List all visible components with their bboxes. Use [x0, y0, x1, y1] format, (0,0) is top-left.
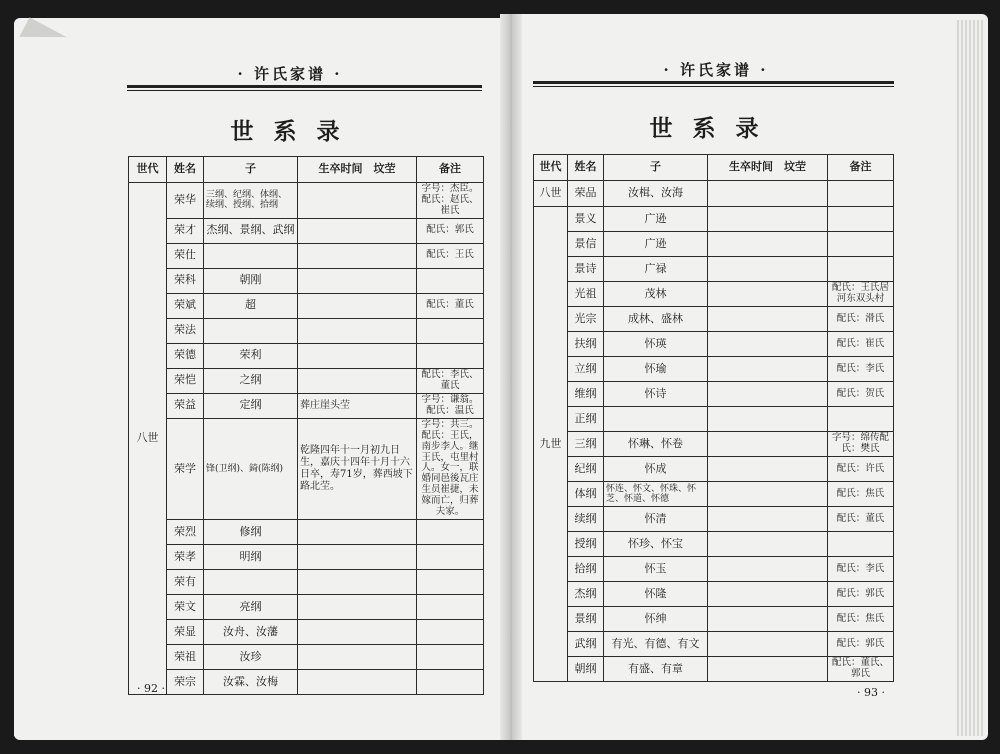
table-row — [534, 207, 894, 232]
name-cell: 荣有 — [167, 570, 204, 595]
notes-cell: 配氏：郭氏 — [417, 218, 484, 243]
right-head-rule — [533, 81, 894, 84]
name-cell: 荣祖 — [167, 645, 204, 670]
left-head-rule — [127, 85, 482, 88]
dates-cell — [708, 307, 828, 332]
sons-cell — [204, 318, 298, 343]
dates-cell — [708, 282, 828, 307]
dates-cell — [708, 582, 828, 607]
dates-cell — [708, 407, 828, 432]
notes-cell — [417, 343, 484, 368]
left-genealogy-table — [128, 156, 484, 695]
notes-cell: 配氏：滑氏 — [828, 307, 894, 332]
sons-cell: 有盛、有章 — [604, 657, 708, 682]
sons-cell: 亮纲 — [204, 595, 298, 620]
name-cell: 续纲 — [568, 507, 604, 532]
table-row — [129, 368, 484, 393]
dates-cell — [298, 343, 417, 368]
dates-cell — [708, 207, 828, 232]
name-cell: 荣德 — [167, 343, 204, 368]
generation-cell: 八世 — [534, 181, 568, 207]
notes-cell: 配氏：许氏 — [828, 457, 894, 482]
name-cell: 朝纲 — [568, 657, 604, 682]
sons-cell: 怀瑛 — [604, 332, 708, 357]
dates-cell — [298, 520, 417, 545]
table-row — [129, 318, 484, 343]
sons-cell: 广逊 — [604, 232, 708, 257]
dates-cell — [708, 181, 828, 207]
notes-cell: 配氏：王氏 — [417, 243, 484, 268]
dates-cell — [298, 620, 417, 645]
sons-cell — [204, 243, 298, 268]
name-cell: 荣文 — [167, 595, 204, 620]
sons-cell: 茂林 — [604, 282, 708, 307]
sons-cell — [604, 407, 708, 432]
table-row — [534, 382, 894, 407]
table-row — [129, 570, 484, 595]
notes-cell — [417, 570, 484, 595]
dates-cell — [708, 232, 828, 257]
notes-cell: 字号：绵传配氏：樊氏 — [828, 432, 894, 457]
sons-cell: 有光、有德、有文 — [604, 632, 708, 657]
table-row — [129, 393, 484, 418]
right-genealogy-table — [533, 154, 894, 682]
table-row — [129, 645, 484, 670]
sons-cell: 汝珍 — [204, 645, 298, 670]
header-sons: 子 — [204, 157, 298, 183]
name-cell: 武纲 — [568, 632, 604, 657]
dates-cell — [298, 218, 417, 243]
table-row — [534, 457, 894, 482]
table-row — [534, 507, 894, 532]
name-cell: 纪纲 — [568, 457, 604, 482]
header-notes: 备注 — [828, 155, 894, 181]
name-cell: 景诗 — [568, 257, 604, 282]
header-notes: 备注 — [417, 157, 484, 183]
left-page-number: · 92 · — [137, 682, 165, 695]
dates-cell: 葬庄崖头茔 — [298, 393, 417, 418]
name-cell: 维纲 — [568, 382, 604, 407]
right-section-title: 世系录 — [649, 115, 779, 142]
sons-cell: 怀绅 — [604, 607, 708, 632]
sons-cell: 定纲 — [204, 393, 298, 418]
table-row — [129, 520, 484, 545]
notes-cell: 配氏：李氏 — [828, 357, 894, 382]
dates-cell — [298, 670, 417, 695]
table-row — [534, 582, 894, 607]
name-cell: 荣孝 — [167, 545, 204, 570]
name-cell: 光宗 — [568, 307, 604, 332]
header-dates: 生卒时间 坟茔 — [708, 155, 828, 181]
table-row — [534, 632, 894, 657]
name-cell: 荣学 — [167, 418, 204, 519]
dates-cell — [708, 507, 828, 532]
sons-cell: 怀瑜 — [604, 357, 708, 382]
table-row — [129, 218, 484, 243]
header-name: 姓名 — [167, 157, 204, 183]
table-row — [534, 557, 894, 582]
name-cell: 荣益 — [167, 393, 204, 418]
table-row — [129, 620, 484, 645]
table-row — [534, 257, 894, 282]
table-row — [534, 657, 894, 682]
name-cell: 荣才 — [167, 218, 204, 243]
table-row — [129, 670, 484, 695]
dates-cell — [708, 532, 828, 557]
sons-cell: 杰纲、景纲、武纲 — [204, 218, 298, 243]
sons-cell: 朝刚 — [204, 268, 298, 293]
name-cell: 荣华 — [167, 183, 204, 219]
table-row — [534, 607, 894, 632]
notes-cell — [417, 620, 484, 645]
table-row — [129, 293, 484, 318]
table-row — [129, 243, 484, 268]
dates-cell — [708, 457, 828, 482]
table-row — [129, 183, 484, 219]
sons-cell: 汝霖、汝梅 — [204, 670, 298, 695]
notes-cell: 配氏：董氏 — [417, 293, 484, 318]
sons-cell: 怀清 — [604, 507, 708, 532]
notes-cell — [828, 257, 894, 282]
dates-cell — [298, 595, 417, 620]
name-cell: 景信 — [568, 232, 604, 257]
table-row — [534, 432, 894, 457]
table-row — [534, 332, 894, 357]
notes-cell: 字号：共三。配氏：王氏，南步李人。继王氏，屯里村人。女一，联婚同邑後瓦庄生员崔捷，未嫁而亡，归葬夫家。 — [417, 418, 484, 519]
dates-cell: 乾隆四年十一月初九日生，嘉庆十四年十月十六日卒，寿71岁，葬西坡下路北茔。 — [298, 418, 417, 519]
notes-cell: 配氏：郭氏 — [828, 632, 894, 657]
notes-cell — [417, 520, 484, 545]
table-row — [534, 307, 894, 332]
left-section-title: 世系录 — [230, 118, 360, 145]
notes-cell — [828, 407, 894, 432]
sons-cell: 怀琳、怀卷 — [604, 432, 708, 457]
notes-cell: 配氏：崔氏 — [828, 332, 894, 357]
notes-cell — [417, 318, 484, 343]
name-cell: 立纲 — [568, 357, 604, 382]
sons-cell: 三纲、纪纲、体纲、续纲、授纲、拾纲 — [204, 183, 298, 219]
name-cell: 荣烈 — [167, 520, 204, 545]
notes-cell: 字号：谦翁。配氏：温氏 — [417, 393, 484, 418]
dates-cell — [708, 432, 828, 457]
left-running-head: · 许氏家谱 · — [237, 65, 343, 83]
name-cell: 荣恺 — [167, 368, 204, 393]
notes-cell — [417, 595, 484, 620]
name-cell: 荣品 — [568, 181, 604, 207]
name-cell: 景纲 — [568, 607, 604, 632]
generation-cell: 九世 — [534, 207, 568, 682]
notes-cell: 配氏：董氏、郭氏 — [828, 657, 894, 682]
notes-cell: 配氏：李氏 — [828, 557, 894, 582]
name-cell: 荣显 — [167, 620, 204, 645]
notes-cell — [828, 232, 894, 257]
right-page-edges — [955, 20, 985, 736]
dates-cell — [298, 293, 417, 318]
left-head-rule-thin — [127, 90, 482, 91]
name-cell: 拾纲 — [568, 557, 604, 582]
table-row — [129, 418, 484, 519]
dates-cell — [708, 257, 828, 282]
sons-cell: 荣利 — [204, 343, 298, 368]
name-cell: 授纲 — [568, 532, 604, 557]
sons-cell: 怀连、怀文、怀珠、怀芝、怀道、怀德 — [604, 482, 708, 507]
dates-cell — [708, 607, 828, 632]
sons-cell: 汝舟、汝藩 — [204, 620, 298, 645]
name-cell: 光祖 — [568, 282, 604, 307]
right-running-head: · 许氏家谱 · — [663, 61, 769, 79]
sons-cell: 成林、盛林 — [604, 307, 708, 332]
table-row — [534, 407, 894, 432]
notes-cell: 配氏：王氏居河东双头村 — [828, 282, 894, 307]
notes-cell: 配氏：董氏 — [828, 507, 894, 532]
sons-cell: 广逊 — [604, 207, 708, 232]
header-name: 姓名 — [568, 155, 604, 181]
name-cell: 正纲 — [568, 407, 604, 432]
dates-cell — [298, 243, 417, 268]
header-dates: 生卒时间 坟茔 — [298, 157, 417, 183]
name-cell: 荣宗 — [167, 670, 204, 695]
notes-cell — [417, 268, 484, 293]
name-cell: 荣法 — [167, 318, 204, 343]
dates-cell — [708, 657, 828, 682]
header-generation: 世代 — [534, 155, 568, 181]
dates-cell — [298, 318, 417, 343]
name-cell: 荣科 — [167, 268, 204, 293]
dates-cell — [708, 557, 828, 582]
sons-cell: 修纲 — [204, 520, 298, 545]
header-sons: 子 — [604, 155, 708, 181]
dates-cell — [298, 545, 417, 570]
name-cell: 杰纲 — [568, 582, 604, 607]
name-cell: 景义 — [568, 207, 604, 232]
sons-cell: 怀隆 — [604, 582, 708, 607]
sons-cell: 怀珍、怀宝 — [604, 532, 708, 557]
dates-cell — [708, 632, 828, 657]
header-generation: 世代 — [129, 157, 167, 183]
name-cell: 荣仕 — [167, 243, 204, 268]
dates-cell — [708, 482, 828, 507]
sons-cell: 怀玉 — [604, 557, 708, 582]
table-row — [129, 343, 484, 368]
book-gutter — [500, 14, 522, 740]
notes-cell — [417, 670, 484, 695]
name-cell: 体纲 — [568, 482, 604, 507]
name-cell: 荣斌 — [167, 293, 204, 318]
header-row — [129, 157, 484, 183]
notes-cell — [828, 207, 894, 232]
notes-cell: 配氏：李氏、董氏 — [417, 368, 484, 393]
sons-cell: 怀诗 — [604, 382, 708, 407]
sons-cell: 广禄 — [604, 257, 708, 282]
notes-cell: 配氏：郭氏 — [828, 582, 894, 607]
generation-cell: 八世 — [129, 183, 167, 695]
sons-cell — [204, 570, 298, 595]
notes-cell — [828, 532, 894, 557]
name-cell: 三纲 — [568, 432, 604, 457]
notes-cell — [417, 545, 484, 570]
table-row — [129, 268, 484, 293]
table-row — [534, 482, 894, 507]
table-row — [534, 181, 894, 207]
sons-cell: 怀成 — [604, 457, 708, 482]
table-row — [534, 282, 894, 307]
dates-cell — [708, 332, 828, 357]
notes-cell: 配氏：焦氏 — [828, 607, 894, 632]
dates-cell — [298, 183, 417, 219]
notes-cell: 配氏：贺氏 — [828, 382, 894, 407]
dates-cell — [298, 368, 417, 393]
dates-cell — [708, 382, 828, 407]
table-row — [534, 532, 894, 557]
sons-cell: 超 — [204, 293, 298, 318]
header-row — [534, 155, 894, 181]
table-row — [129, 595, 484, 620]
notes-cell: 字号：杰臣。配氏：赵氏、崔氏 — [417, 183, 484, 219]
sons-cell: 汝楫、汝海 — [604, 181, 708, 207]
dates-cell — [708, 357, 828, 382]
notes-cell: 配氏：焦氏 — [828, 482, 894, 507]
notes-cell — [417, 645, 484, 670]
right-head-rule-thin — [533, 86, 894, 87]
table-row — [534, 357, 894, 382]
right-page-number: · 93 · — [857, 686, 885, 699]
dates-cell — [298, 570, 417, 595]
table-row — [129, 545, 484, 570]
table-row — [534, 232, 894, 257]
name-cell: 扶纲 — [568, 332, 604, 357]
sons-cell: 锋(卫纲)、錡(陈纲) — [204, 418, 298, 519]
sons-cell: 明纲 — [204, 545, 298, 570]
dates-cell — [298, 268, 417, 293]
sons-cell: 之纲 — [204, 368, 298, 393]
notes-cell — [828, 181, 894, 207]
dates-cell — [298, 645, 417, 670]
